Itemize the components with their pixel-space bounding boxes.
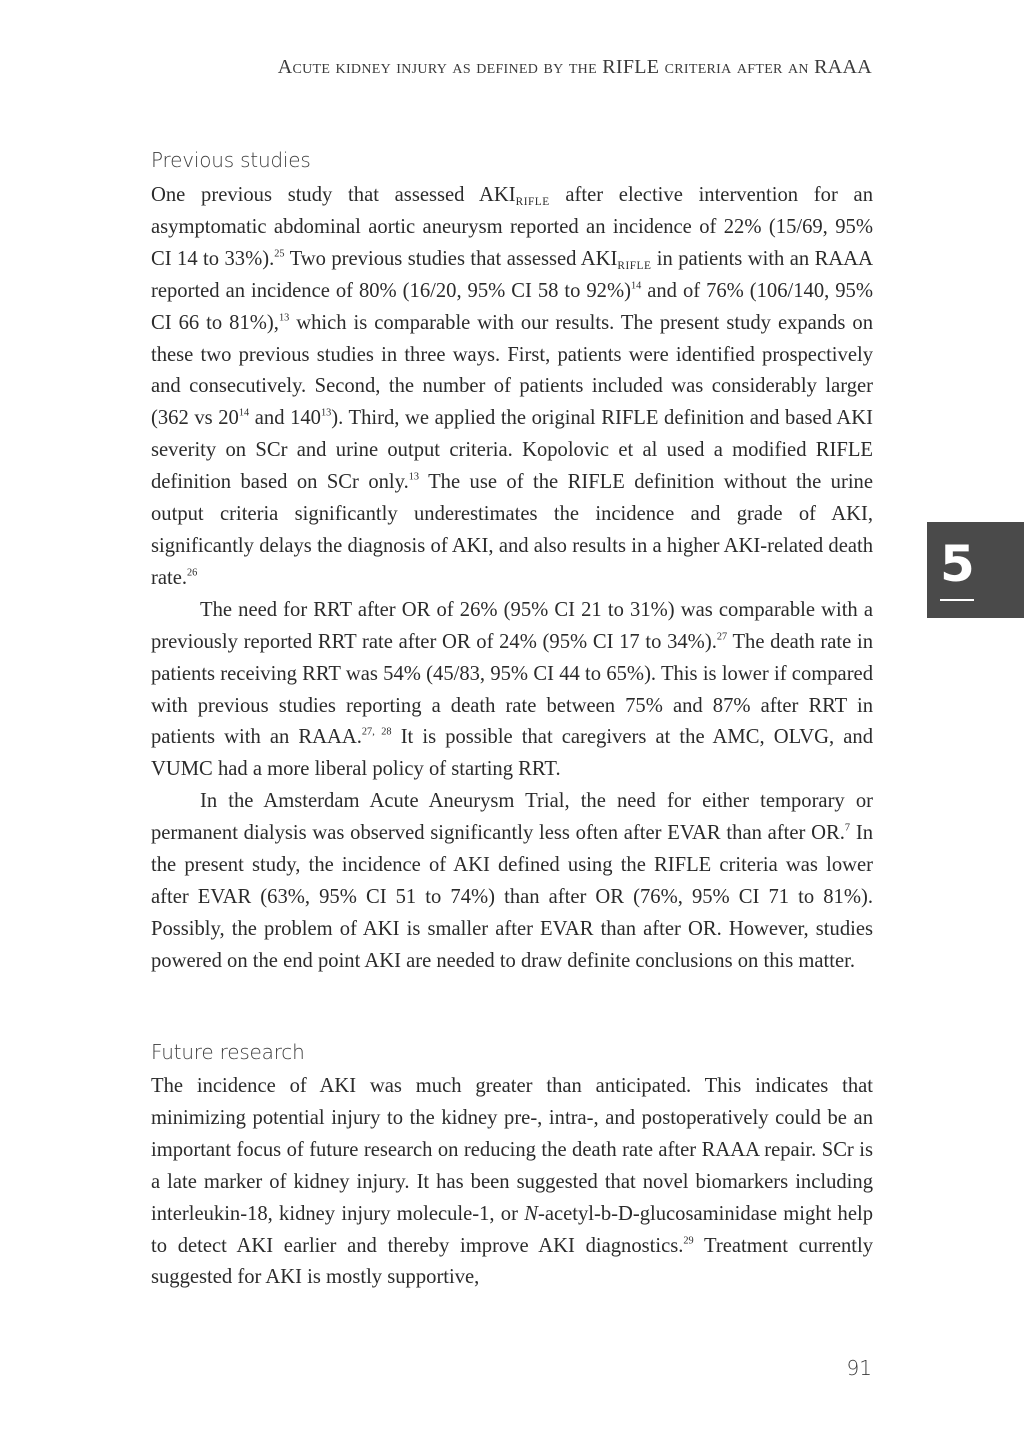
chapter-number: 5 — [940, 535, 975, 593]
reference-superscript: 27 — [716, 630, 728, 642]
reference-superscript: 25 — [274, 248, 285, 260]
running-head: Acute kidney injury as defined by the RIFLE criteria after an RAAA — [277, 56, 872, 78]
reference-superscript: 27, 28 — [361, 726, 392, 738]
previous-studies-body — [151, 180, 873, 978]
reference-superscript: 26 — [187, 567, 198, 579]
reference-superscript: 13 — [278, 311, 290, 323]
text-run: Treatment currently suggested for AKI is mostly supportive, — [151, 1234, 873, 1289]
reference-superscript: 14 — [238, 407, 250, 419]
chapter-tab — [927, 522, 1024, 618]
text-run: In the present study, the incidence of AKI defined using the RIFLE criteria was lower after EVAR (63%, 95% CI 51 to 74%) than after OR (76%, 95% CI 71 to 81%). Possibly, the problem of AKI is smaller after EVAR than after OR. However, studies powered on the end point AKI are needed to draw definite conclusions on this matter. — [151, 822, 873, 972]
reference-superscript: 14 — [630, 279, 642, 291]
reference-superscript: 13 — [320, 407, 332, 419]
paragraph — [151, 786, 873, 977]
future-research-body — [151, 1071, 873, 1294]
text-run: -acetyl-b-D-glucosaminidase might help to detect AKI earlier and thereby improve AKI diagnostics. — [151, 1202, 873, 1257]
reference-superscript: 7 — [844, 822, 851, 834]
section-heading-previous-studies: Previous studies — [151, 148, 311, 172]
section-heading-future-research: Future research — [151, 1040, 305, 1064]
text-run: in patients with an RAAA reported an incidence of 80% (16/20, 95% CI 58 to 92%) — [151, 247, 874, 302]
subscript: RIFLE — [515, 195, 550, 208]
text-run: Two previous studies that assessed AKI — [284, 247, 618, 270]
paragraph — [151, 1071, 873, 1294]
reference-superscript: 29 — [683, 1234, 694, 1246]
italic-text: N — [524, 1202, 538, 1225]
text-run: The death rate in patients receiving RRT was 54% (45/83, 95% CI 44 to 65%). This is lower if compared with previous studies reporting a death rate between 75% and 87% after RRT in patients with an RAAA. — [151, 630, 873, 749]
subscript: RIFLE — [617, 259, 652, 272]
text-run: ). Third, we applied the original RIFLE definition and based AKI severity on SCr and urine output criteria. Kopolovic et al used a modified RIFLE definition based on SCr only. — [151, 407, 874, 494]
text-run: and 140 — [249, 407, 321, 430]
text-run: The need for RRT after OR of 26% (95% CI 21 to 31%) was comparable with a previously reported RRT rate after OR of 24% (95% CI 17 to 34%). — [151, 598, 873, 653]
paragraph — [151, 180, 873, 595]
text-run: In the Amsterdam Acute Aneurysm Trial, the need for either temporary or permanent dialysis was observed significantly less often after EVAR than after OR. — [151, 790, 873, 845]
text-run: It is possible that caregivers at the AMC, OLVG, and VUMC had a more liberal policy of starting RRT. — [151, 726, 873, 781]
chapter-tab-rule — [940, 599, 974, 601]
reference-superscript: 13 — [408, 471, 420, 483]
text-run: The incidence of AKI was much greater than anticipated. This indicates that minimizing potential injury to the kidney pre-, intra-, and postoperatively could be an important focus of future research on reducing the death rate after RAAA repair. SCr is a late marker of kidney injury. It has been suggested that novel biomarkers including interleukin-18, kidney injury molecule-1, or — [151, 1075, 873, 1225]
text-run: One previous study that assessed AKI — [151, 184, 516, 206]
page-number: 91 — [846, 1356, 872, 1380]
text-run: after elective intervention for an asymptomatic abdominal aortic aneurysm reported an incidence of 22% (15/69, 95% CI 14 to 33%). — [151, 184, 873, 270]
text-run: The use of the RIFLE definition without the urine output criteria significantly underestimates the incidence and grade of AKI, significantly delays the diagnosis of AKI, and also results in a higher AKI-related death rate. — [151, 471, 873, 589]
text-run: which is comparable with our results. The present study expands on these two previous studies in three ways. First, patients were identified prospectively and consecutively. Second, the number of patients included was considerably larger (362 vs 20 — [151, 311, 874, 430]
paragraph — [151, 595, 873, 786]
text-run: and of 76% (106/140, 95% CI 66 to 81%), — [151, 279, 874, 334]
